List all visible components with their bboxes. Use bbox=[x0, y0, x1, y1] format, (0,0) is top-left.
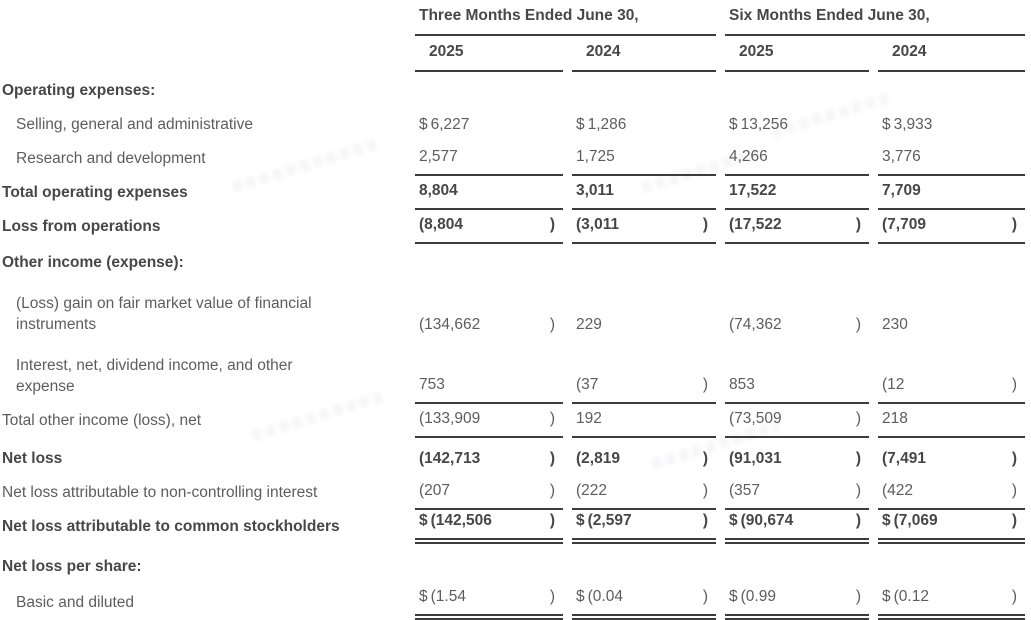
row-net-loss bbox=[0, 442, 1025, 476]
header-period-row bbox=[0, 4, 1025, 36]
amount-value: (0.04 bbox=[587, 588, 623, 605]
net-loss-per-share-header-value-col4 bbox=[878, 577, 1025, 584]
net-loss-non-controlling-value-col3 bbox=[725, 481, 869, 510]
other-income-header-label: Other income (expense): bbox=[2, 254, 184, 271]
row-research-and-development bbox=[0, 142, 1025, 176]
amount-value: (422 bbox=[882, 482, 914, 499]
total-other-income-value-col2 bbox=[572, 409, 716, 438]
amount-value: (91,031 bbox=[729, 450, 782, 467]
net-loss-per-share-header-value-col1 bbox=[415, 577, 563, 584]
dollar-sign: $ bbox=[419, 588, 428, 605]
operating-expenses-header-value-col4 bbox=[878, 101, 1025, 108]
year-header: 2024 bbox=[572, 36, 716, 72]
amount-value: 8,804 bbox=[419, 182, 458, 199]
fair-market-value-value-col4 bbox=[878, 315, 1025, 342]
dollar-sign: $ bbox=[419, 512, 428, 529]
amount-value: (134,662 bbox=[419, 316, 481, 333]
closing-paren: ) bbox=[1011, 482, 1017, 499]
dollar-sign: $ bbox=[729, 588, 738, 605]
amount-value: (207 bbox=[419, 482, 451, 499]
closing-paren: ) bbox=[1011, 216, 1017, 233]
selling-general-administrative-value-col1 bbox=[415, 115, 563, 142]
total-operating-expenses-label: Total operating expenses bbox=[2, 184, 188, 201]
other-income-header-value-col2 bbox=[572, 273, 716, 280]
amount-value: (12 bbox=[882, 376, 905, 393]
fair-market-value-value-col3 bbox=[725, 315, 869, 342]
net-loss-common-stockholders-value-col1 bbox=[415, 511, 563, 544]
loss-from-operations-value-col1 bbox=[415, 215, 563, 244]
total-operating-expenses-value-col3 bbox=[725, 181, 869, 210]
closing-paren: ) bbox=[702, 482, 708, 499]
closing-paren: ) bbox=[549, 410, 555, 427]
selling-general-administrative-value-col4 bbox=[878, 115, 1025, 142]
closing-paren: ) bbox=[549, 216, 555, 233]
selling-general-administrative-label: Selling, general and administrative bbox=[16, 116, 253, 133]
amount-value: 7,709 bbox=[882, 182, 921, 199]
amount-value: 853 bbox=[729, 376, 755, 393]
amount-value: 2,577 bbox=[419, 148, 458, 165]
closing-paren: ) bbox=[549, 482, 555, 499]
amount-value: 1,725 bbox=[576, 148, 615, 165]
net-loss-common-stockholders-value-col3 bbox=[725, 511, 869, 544]
year-header: 2025 bbox=[725, 36, 869, 72]
interest-net-dividend-label-line2: expense bbox=[16, 378, 75, 395]
interest-net-dividend-value-col2 bbox=[572, 375, 716, 404]
dollar-sign: $ bbox=[576, 116, 585, 133]
amount-value: (133,909 bbox=[419, 410, 481, 427]
year-header: 2025 bbox=[415, 36, 563, 72]
net-loss-value-col2 bbox=[572, 449, 716, 476]
amount-value: 13,256 bbox=[740, 116, 789, 133]
basic-and-diluted-value-col4 bbox=[878, 587, 1025, 620]
net-loss-per-share-header-label: Net loss per share: bbox=[2, 558, 142, 575]
net-loss-per-share-header-value-col3 bbox=[725, 577, 869, 584]
amount-value: (90,674 bbox=[740, 512, 794, 529]
closing-paren: ) bbox=[702, 450, 708, 467]
amount-value: (7,709 bbox=[882, 216, 926, 233]
dollar-sign: $ bbox=[882, 512, 891, 529]
closing-paren: ) bbox=[1011, 512, 1017, 529]
net-loss-non-controlling-value-col2 bbox=[572, 481, 716, 510]
amount-value: 4,266 bbox=[729, 148, 768, 165]
research-and-development-value-col2 bbox=[572, 147, 716, 176]
interest-net-dividend-value-col3 bbox=[725, 375, 869, 404]
row-net-loss-non-controlling bbox=[0, 476, 1025, 510]
other-income-header-value-col1 bbox=[415, 273, 563, 280]
closing-paren: ) bbox=[702, 216, 708, 233]
row-total-operating-expenses bbox=[0, 176, 1025, 210]
year-header: 2024 bbox=[878, 36, 1025, 72]
net-loss-label: Net loss bbox=[2, 450, 63, 467]
closing-paren: ) bbox=[1011, 376, 1017, 393]
loss-from-operations-value-col3 bbox=[725, 215, 869, 244]
total-other-income-value-col4 bbox=[878, 409, 1025, 438]
dollar-sign: $ bbox=[882, 588, 891, 605]
dollar-sign: $ bbox=[419, 116, 428, 133]
net-loss-non-controlling-label: Net loss attributable to non-controlling interest bbox=[2, 484, 318, 501]
amount-value: 229 bbox=[576, 316, 602, 333]
closing-paren: ) bbox=[702, 512, 708, 529]
closing-paren: ) bbox=[1011, 450, 1017, 467]
amount-value: (73,509 bbox=[729, 410, 782, 427]
operating-expenses-header-label: Operating expenses: bbox=[2, 82, 156, 99]
amount-value: (37 bbox=[576, 376, 599, 393]
closing-paren: ) bbox=[549, 316, 555, 333]
row-interest-net-dividend bbox=[0, 342, 1025, 404]
fair-market-value-label-line1: (Loss) gain on fair market value of financial bbox=[16, 295, 312, 312]
net-loss-non-controlling-value-col1 bbox=[415, 481, 563, 510]
row-net-loss-common-stockholders bbox=[0, 510, 1025, 544]
dollar-sign: $ bbox=[576, 588, 585, 605]
row-fair-market-value bbox=[0, 280, 1025, 342]
total-other-income-label: Total other income (loss), net bbox=[2, 412, 202, 429]
row-other-income-header bbox=[0, 246, 1025, 280]
amount-value: (142,506 bbox=[430, 512, 492, 529]
closing-paren: ) bbox=[855, 410, 861, 427]
column-group-header: Six Months Ended June 30, bbox=[725, 4, 1025, 36]
loss-from-operations-value-col4 bbox=[878, 215, 1025, 244]
closing-paren: ) bbox=[549, 588, 555, 605]
net-loss-non-controlling-value-col4 bbox=[878, 481, 1025, 510]
net-loss-per-share-header-value-col2 bbox=[572, 577, 716, 584]
amount-value: 3,776 bbox=[882, 148, 921, 165]
row-basic-and-diluted bbox=[0, 584, 1025, 620]
closing-paren: ) bbox=[855, 316, 861, 333]
amount-value: (222 bbox=[576, 482, 608, 499]
amount-value: (8,804 bbox=[419, 216, 463, 233]
net-loss-common-stockholders-value-col4 bbox=[878, 511, 1025, 544]
amount-value: (7,491 bbox=[882, 450, 926, 467]
amount-value: (357 bbox=[729, 482, 761, 499]
column-group-header: Three Months Ended June 30, bbox=[415, 4, 716, 36]
header-spacer bbox=[0, 65, 406, 72]
closing-paren: ) bbox=[702, 376, 708, 393]
closing-paren: ) bbox=[549, 450, 555, 467]
amount-value: (1.54 bbox=[430, 588, 466, 605]
row-operating-expenses-header bbox=[0, 74, 1025, 108]
loss-from-operations-label: Loss from operations bbox=[2, 218, 161, 235]
closing-paren: ) bbox=[855, 588, 861, 605]
amount-value: 6,227 bbox=[430, 116, 470, 133]
operating-expenses-header-value-col1 bbox=[415, 101, 563, 108]
fair-market-value-value-col2 bbox=[572, 315, 716, 342]
amount-value: 1,286 bbox=[587, 116, 627, 133]
dollar-sign: $ bbox=[729, 116, 738, 133]
research-and-development-value-col3 bbox=[725, 147, 869, 176]
other-income-header-value-col3 bbox=[725, 273, 869, 280]
amount-value: (2,819 bbox=[576, 450, 620, 467]
net-loss-value-col1 bbox=[415, 449, 563, 476]
closing-paren: ) bbox=[855, 482, 861, 499]
total-operating-expenses-value-col4 bbox=[878, 181, 1025, 210]
amount-value: (0.12 bbox=[893, 588, 929, 605]
row-selling-general-administrative bbox=[0, 108, 1025, 142]
research-and-development-label: Research and development bbox=[16, 150, 206, 167]
selling-general-administrative-value-col2 bbox=[572, 115, 716, 142]
operating-expenses-header-value-col3 bbox=[725, 101, 869, 108]
closing-paren: ) bbox=[855, 512, 861, 529]
basic-and-diluted-value-col1 bbox=[415, 587, 563, 620]
net-loss-common-stockholders-label: Net loss attributable to common stockholders bbox=[2, 518, 340, 535]
amount-value: 230 bbox=[882, 316, 908, 333]
total-operating-expenses-value-col1 bbox=[415, 181, 563, 210]
dollar-sign: $ bbox=[729, 512, 738, 529]
selling-general-administrative-value-col3 bbox=[725, 115, 869, 142]
interest-net-dividend-label bbox=[0, 355, 406, 404]
net-loss-value-col4 bbox=[878, 449, 1025, 476]
basic-and-diluted-value-col2 bbox=[572, 587, 716, 620]
header-year-row bbox=[0, 36, 1025, 72]
amount-value: (17,522 bbox=[729, 216, 782, 233]
closing-paren: ) bbox=[549, 512, 555, 529]
amount-value: 218 bbox=[882, 410, 908, 427]
total-other-income-value-col3 bbox=[725, 409, 869, 438]
basic-and-diluted-label: Basic and diluted bbox=[16, 594, 135, 611]
amount-value: 192 bbox=[576, 410, 602, 427]
research-and-development-value-col1 bbox=[415, 147, 563, 176]
total-other-income-value-col1 bbox=[415, 409, 563, 438]
header-spacer bbox=[0, 29, 406, 36]
total-operating-expenses-value-col2 bbox=[572, 181, 716, 210]
loss-from-operations-value-col2 bbox=[572, 215, 716, 244]
interest-net-dividend-value-col4 bbox=[878, 375, 1025, 404]
amount-value: (7,069 bbox=[893, 512, 938, 529]
fair-market-value-label bbox=[0, 293, 406, 342]
amount-value: (74,362 bbox=[729, 316, 782, 333]
closing-paren: ) bbox=[855, 216, 861, 233]
amount-value: 17,522 bbox=[729, 182, 777, 199]
basic-and-diluted-value-col3 bbox=[725, 587, 869, 620]
income-statement-table bbox=[0, 4, 1025, 620]
amount-value: 753 bbox=[419, 376, 445, 393]
closing-paren: ) bbox=[855, 450, 861, 467]
other-income-header-value-col4 bbox=[878, 273, 1025, 280]
dollar-sign: $ bbox=[576, 512, 585, 529]
net-loss-common-stockholders-value-col2 bbox=[572, 511, 716, 544]
research-and-development-value-col4 bbox=[878, 147, 1025, 176]
fair-market-value-label-line2: instruments bbox=[16, 316, 97, 333]
dollar-sign: $ bbox=[882, 116, 891, 133]
row-net-loss-per-share-header bbox=[0, 550, 1025, 584]
amount-value: 3,011 bbox=[576, 182, 614, 199]
closing-paren: ) bbox=[1011, 588, 1017, 605]
interest-net-dividend-label-line1: Interest, net, dividend income, and other bbox=[16, 357, 293, 374]
row-total-other-income bbox=[0, 404, 1025, 438]
amount-value: 3,933 bbox=[893, 116, 933, 133]
closing-paren: ) bbox=[702, 588, 708, 605]
amount-value: (0.99 bbox=[740, 588, 776, 605]
interest-net-dividend-value-col1 bbox=[415, 375, 563, 404]
row-loss-from-operations bbox=[0, 210, 1025, 244]
operating-expenses-header-value-col2 bbox=[572, 101, 716, 108]
net-loss-value-col3 bbox=[725, 449, 869, 476]
amount-value: (142,713 bbox=[419, 450, 481, 467]
fair-market-value-value-col1 bbox=[415, 315, 563, 342]
amount-value: (3,011 bbox=[576, 216, 620, 233]
amount-value: (2,597 bbox=[587, 512, 632, 529]
